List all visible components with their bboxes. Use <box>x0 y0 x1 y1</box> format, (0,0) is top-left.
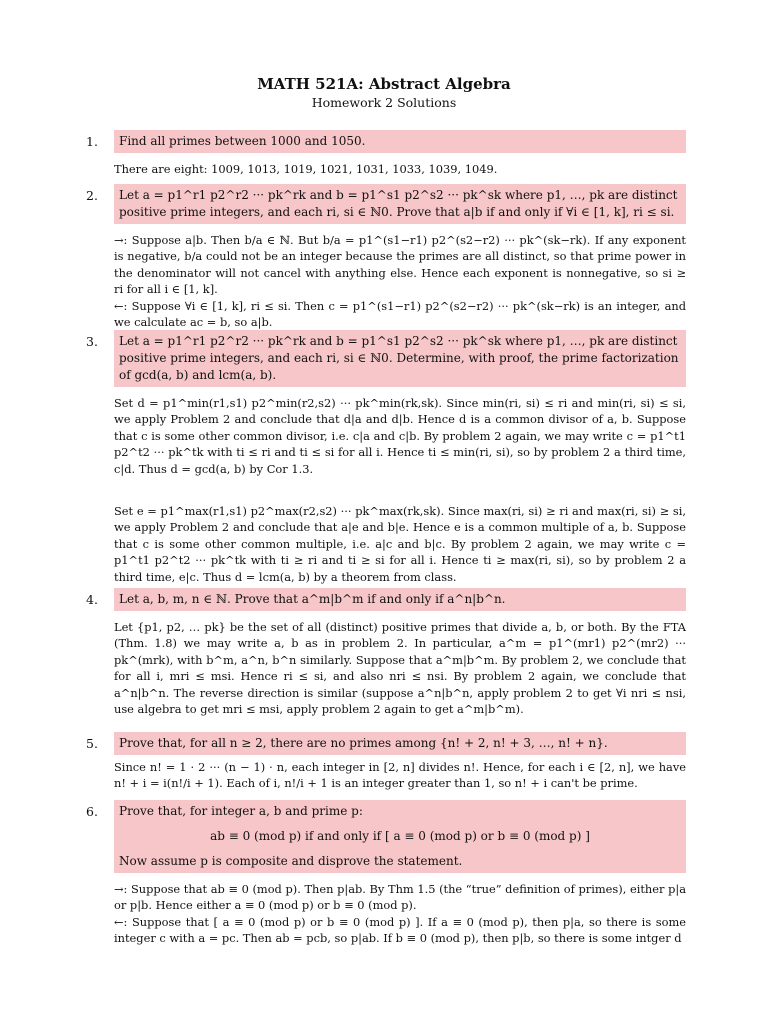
solution-paragraph: Set e = p1^max(r1,s1) p2^max(r2,s2) ··· pk^max(rk,sk). Since max(ri, si) ≥ ri and max(ri, si) ≥ si, we apply Problem 2 and conclude that a|e and b|e. Hence e is a common multiple of a, b. Suppose that c is some other common multiple, i.e. a|c and b|c. By problem 2 again, we may write c = p1^t1 p2^t2 ··· pk^tk with ti ≥ ri and ti ≥ si for all i. Hence ti ≥ max(ri, si), so by problem 2 a third time, e|c. Thus d = lcm(a, b) by a theorem from class. <box>114 504 686 584</box>
problem-solution <box>114 619 686 717</box>
document-title: MATH 521A: Abstract Algebra <box>257 75 511 93</box>
problem-solution <box>114 759 686 792</box>
paragraph-gap <box>114 477 686 503</box>
problem-solution <box>114 232 686 330</box>
document-subtitle: Homework 2 Solutions <box>311 95 457 110</box>
problem-number: 6. <box>86 804 98 819</box>
solution-paragraph: Let {p1, p2, … pk} be the set of all (distinct) positive primes that divide a, b, or both. By the FTA (Thm. 1.8) we may write a, b as in problem 2. In particular, a^m = p1^(mr1) p2^(mr2) ··· pk^(mrk), with b^m, a^n, b^n similarly. Suppose that a^m|b^m. By problem 2, we conclude that for all i, mri ≤ msi. Hence ri ≤ si, and also nri ≤ nsi. By problem 2 again, we conclude that a^n|b^n. The reverse direction is similar (suppose a^n|b^n, apply problem 2 to get ∀i nri ≤ nsi, use algebra to get mri ≤ msi, apply problem 2 again to get a^m|b^m). <box>114 620 686 717</box>
problem-number: 5. <box>86 736 98 751</box>
problem-3 <box>86 330 686 585</box>
problem-statement: Prove that, for integer a, b and prime p: <box>119 804 363 818</box>
problem-solution <box>114 395 686 585</box>
problem-4 <box>86 588 686 717</box>
problem-number: 4. <box>86 592 98 607</box>
problem-statement: Find all primes between 1000 and 1050. <box>114 130 686 153</box>
document-header <box>0 74 768 112</box>
solution-paragraph: Since n! = 1 · 2 ··· (n − 1) · n, each integer in [2, n] divides n!. Hence, for each i ∈ [2, n], we have n! + i = i(n!/i + 1). Each of i, n!/i + 1 is an integer greater than 1, so n! + i can't be prime. <box>114 760 686 791</box>
problem-display-equation: ab ≡ 0 (mod p) if and only if [ a ≡ 0 (mod p) or b ≡ 0 (mod p) ] <box>210 829 590 843</box>
solution-paragraph: →: Suppose a|b. Then b/a ∈ ℕ. But b/a = p1^(s1−r1) p2^(s2−r2) ··· pk^(sk−rk). If any exponent is negative, b/a could not be an integer because the primes are all distinct, so that prime power in the denominator will not cancel with anything else. Hence each exponent is nonnegative, so si ≥ ri for all i ∈ [1, k]. <box>114 233 686 297</box>
problem-statement-followup: Now assume p is composite and disprove the statement. <box>119 854 463 868</box>
problem-statement: Let a = p1^r1 p2^r2 ··· pk^rk and b = p1^s1 p2^s2 ··· pk^sk where p1, …, pk are distinct positive prime integers, and each ri, si ∈ ℕ0. Prove that a|b if and only if ∀i ∈ [1, k], ri ≤ si. <box>114 184 686 224</box>
problem-number: 1. <box>86 134 98 149</box>
problem-statement: Prove that, for all n ≥ 2, there are no primes among {n! + 2, n! + 3, …, n! + n}. <box>114 732 686 755</box>
problem-solution <box>114 881 686 947</box>
solution-paragraph: ←: Suppose that [ a ≡ 0 (mod p) or b ≡ 0 (mod p) ]. If a ≡ 0 (mod p), then p|a, so there is some integer c with a = pc. Then ab = pcb, so p|ab. If b ≡ 0 (mod p), then p|b, so there is some intger d <box>114 914 686 946</box>
problem-statement: Let a = p1^r1 p2^r2 ··· pk^rk and b = p1^s1 p2^s2 ··· pk^sk where p1, …, pk are distinct positive prime integers, and each ri, si ∈ ℕ0. Determine, with proof, the prime factorization of gcd(a, b) and lcm(a, b). <box>114 330 686 387</box>
problem-5 <box>86 732 686 792</box>
solution-paragraph: There are eight: 1009, 1013, 1019, 1021, 1031, 1033, 1039, 1049. <box>114 162 498 176</box>
problem-number: 3. <box>86 334 98 349</box>
problem-6 <box>86 800 686 947</box>
solution-paragraph: →: Suppose that ab ≡ 0 (mod p). Then p|ab. By Thm 1.5 (the “true” definition of primes), either p|a or p|b. Hence either a ≡ 0 (mod p) or b ≡ 0 (mod p). <box>114 882 686 913</box>
problem-statement-box <box>114 800 686 873</box>
problem-statement: Let a, b, m, n ∈ ℕ. Prove that a^m|b^m if and only if a^n|b^n. <box>114 588 686 611</box>
problem-2 <box>86 184 686 330</box>
solution-paragraph: Set d = p1^min(r1,s1) p2^min(r2,s2) ··· pk^min(rk,sk). Since min(ri, si) ≤ ri and min(ri, si) ≤ si, we apply Problem 2 and conclude that d|a and d|b. Hence d is a common divisor of a, b. Suppose that c is some other common divisor, i.e. c|a and c|b. By problem 2 again, we may write c = p1^t1 p2^t2 ··· pk^tk with ti ≤ ri and ti ≤ si for all i. Hence ti ≤ min(ri, si), so by problem 2 a third time, c|d. Thus d = gcd(a, b) by Cor 1.3. <box>114 396 686 476</box>
problem-solution <box>114 161 686 177</box>
solution-paragraph: ←: Suppose ∀i ∈ [1, k], ri ≤ si. Then c = p1^(s1−r1) p2^(s2−r2) ··· pk^(sk−rk) is an integer, and we calculate ac = b, so a|b. <box>114 298 686 330</box>
problem-1 <box>86 130 686 177</box>
problem-number: 2. <box>86 188 98 203</box>
